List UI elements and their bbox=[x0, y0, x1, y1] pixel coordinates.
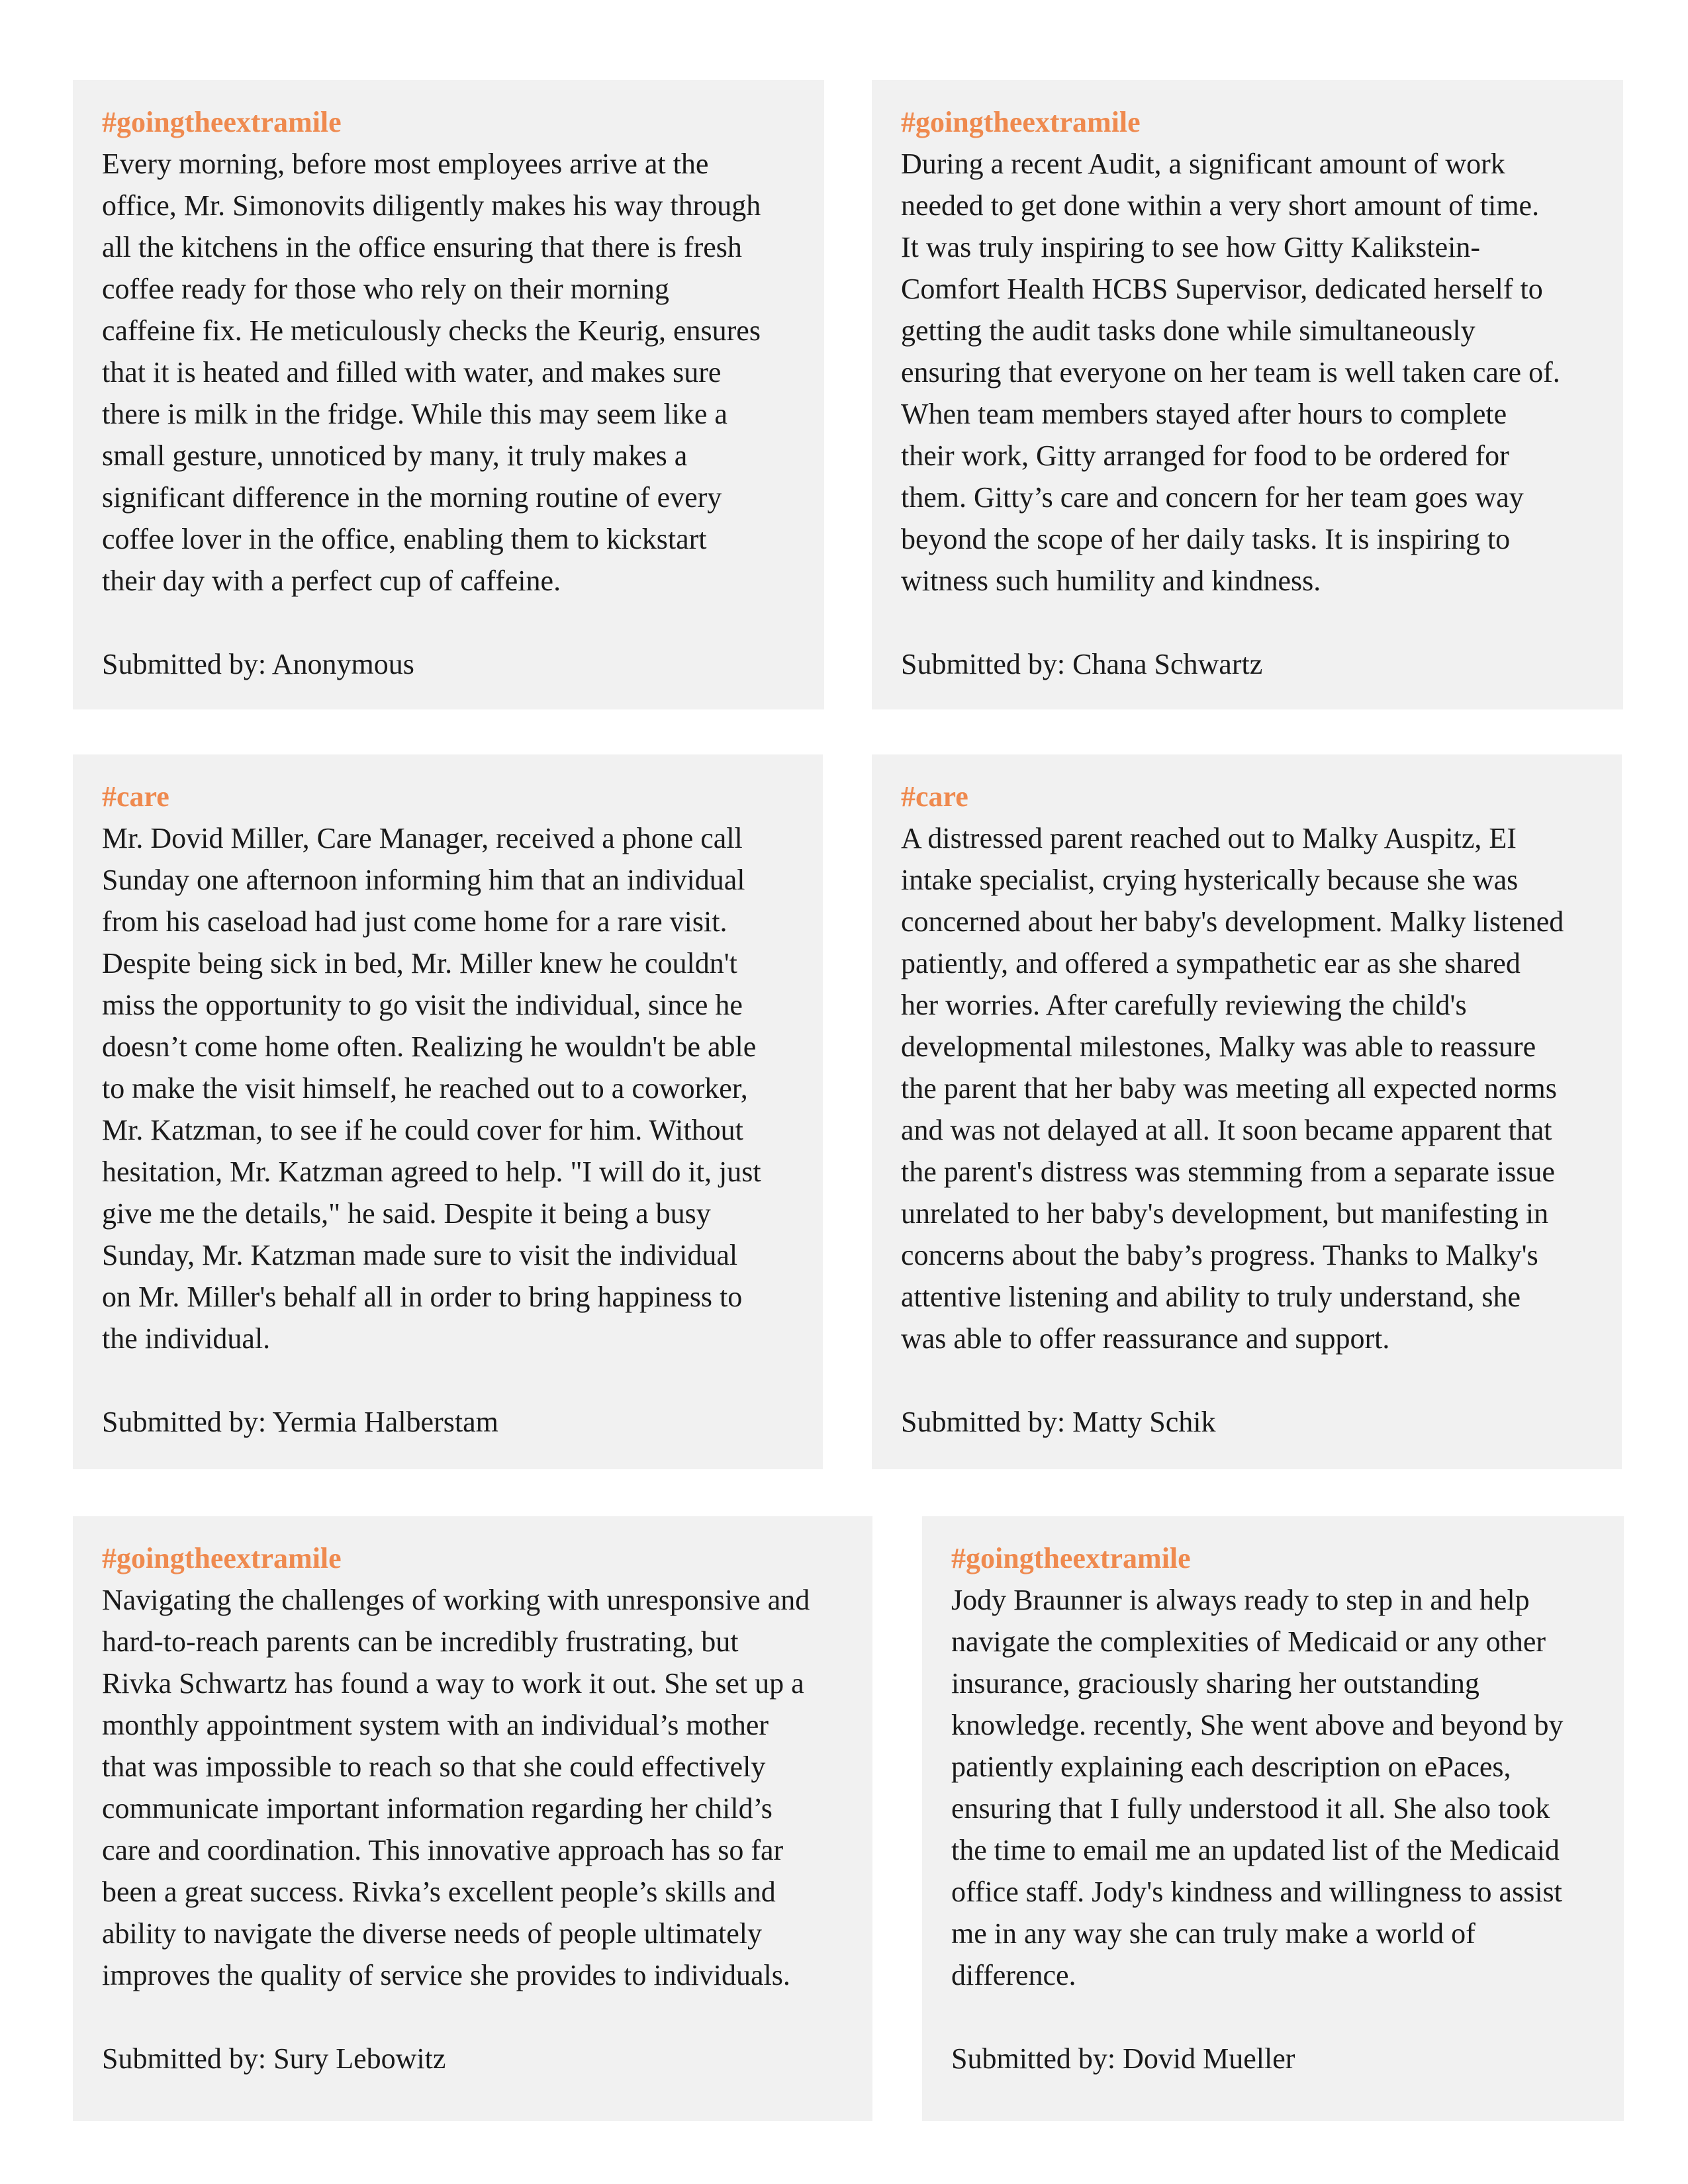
text-line: concerns about the baby’s progress. Thanks to Malky's bbox=[901, 1239, 1538, 1271]
text-line: patiently, and offered a sympathetic ear as she shared bbox=[901, 947, 1521, 979]
text-line: difference. bbox=[951, 1959, 1076, 1991]
hashtag: #goingtheextramile bbox=[901, 106, 1141, 138]
submitted-by: Submitted by: Anonymous bbox=[102, 648, 414, 680]
submitted-by: Submitted by: Matty Schik bbox=[901, 1406, 1216, 1438]
hashtag: #goingtheextramile bbox=[102, 106, 342, 138]
story-text bbox=[951, 1579, 1595, 1996]
text-line: there is milk in the fridge. While this may seem like a bbox=[102, 398, 727, 430]
text-line: Mr. Katzman, to see if he could cover for him. Without bbox=[102, 1114, 743, 1146]
text-line: concerned about her baby's development. Malky listened bbox=[901, 905, 1564, 938]
text-line: their work, Gitty arranged for food to be ordered for bbox=[901, 439, 1509, 472]
text-line: office, Mr. Simonovits diligently makes his way through bbox=[102, 189, 761, 222]
text-line: unrelated to her baby's development, but manifesting in bbox=[901, 1197, 1549, 1230]
text-line: Sunday, Mr. Katzman made sure to visit the individual bbox=[102, 1239, 738, 1271]
submitted-by: Submitted by: Chana Schwartz bbox=[901, 648, 1263, 680]
text-line: Every morning, before most employees arrive at the bbox=[102, 148, 709, 180]
text-line: hesitation, Mr. Katzman agreed to help. "I will do it, just bbox=[102, 1156, 761, 1188]
recognition-card bbox=[872, 80, 1623, 709]
text-line: ability to navigate the diverse needs of people ultimately bbox=[102, 1917, 763, 1950]
text-line: give me the details," he said. Despite it being a busy bbox=[102, 1197, 711, 1230]
hashtag: #care bbox=[102, 780, 169, 813]
text-line: coffee lover in the office, enabling them to kickstart bbox=[102, 523, 707, 555]
text-line: small gesture, unnoticed by many, it truly makes a bbox=[102, 439, 688, 472]
text-line: Comfort Health HCBS Supervisor, dedicated herself to bbox=[901, 273, 1543, 305]
text-line: was able to offer reassurance and support. bbox=[901, 1322, 1390, 1355]
text-line: coffee ready for those who rely on their morning bbox=[102, 273, 669, 305]
text-line: doesn’t come home often. Realizing he wouldn't be able bbox=[102, 1030, 757, 1063]
story-text bbox=[102, 143, 795, 602]
text-line: ensuring that I fully understood it all. She also took bbox=[951, 1792, 1550, 1825]
text-line: It was truly inspiring to see how Gitty Kalikstein- bbox=[901, 231, 1480, 263]
submitted-by: Submitted by: Yermia Halberstam bbox=[102, 1406, 498, 1438]
text-line: hard-to-reach parents can be incredibly frustrating, but bbox=[102, 1625, 739, 1658]
story-text bbox=[102, 1579, 843, 1996]
text-line: getting the audit tasks done while simultaneously bbox=[901, 314, 1476, 347]
text-line: patiently explaining each description on ePaces, bbox=[951, 1751, 1511, 1783]
text-line: Rivka Schwartz has found a way to work it out. She set up a bbox=[102, 1667, 804, 1700]
text-line: care and coordination. This innovative approach has so far bbox=[102, 1834, 784, 1866]
text-line: her worries. After carefully reviewing the child's bbox=[901, 989, 1467, 1021]
text-line: beyond the scope of her daily tasks. It is inspiring to bbox=[901, 523, 1511, 555]
text-line: attentive listening and ability to truly understand, she bbox=[901, 1281, 1521, 1313]
text-line: During a recent Audit, a significant amount of work bbox=[901, 148, 1505, 180]
text-line: Jody Braunner is always ready to step in and help bbox=[951, 1584, 1530, 1616]
text-line: them. Gitty’s care and concern for her team goes way bbox=[901, 481, 1524, 514]
text-line: knowledge. recently, She went above and beyond by bbox=[951, 1709, 1564, 1741]
story-text bbox=[901, 143, 1594, 602]
recognition-card bbox=[73, 80, 824, 709]
text-line: witness such humility and kindness. bbox=[901, 565, 1321, 597]
text-line: caffeine fix. He meticulously checks the Keurig, ensures bbox=[102, 314, 761, 347]
text-line: developmental milestones, Malky was able to reassure bbox=[901, 1030, 1536, 1063]
recognition-card bbox=[73, 1516, 872, 2121]
text-line: Mr. Dovid Miller, Care Manager, received a phone call bbox=[102, 822, 743, 854]
text-line: from his caseload had just come home for a rare visit. bbox=[102, 905, 727, 938]
hashtag: #goingtheextramile bbox=[102, 1542, 342, 1574]
text-line: A distressed parent reached out to Malky Auspitz, EI bbox=[901, 822, 1517, 854]
recognition-card bbox=[922, 1516, 1624, 2121]
text-line: office staff. Jody's kindness and willingness to assist bbox=[951, 1876, 1562, 1908]
text-line: all the kitchens in the office ensuring that there is fresh bbox=[102, 231, 742, 263]
text-line: the individual. bbox=[102, 1322, 271, 1355]
hashtag: #care bbox=[901, 780, 968, 813]
text-line: to make the visit himself, he reached out to a coworker, bbox=[102, 1072, 748, 1105]
submitted-by: Submitted by: Dovid Mueller bbox=[951, 2042, 1295, 2075]
text-line: the parent's distress was stemming from a separate issue bbox=[901, 1156, 1555, 1188]
text-line: When team members stayed after hours to complete bbox=[901, 398, 1507, 430]
submitted-by: Submitted by: Sury Lebowitz bbox=[102, 2042, 446, 2075]
text-line: significant difference in the morning routine of every bbox=[102, 481, 722, 514]
text-line: Navigating the challenges of working with unresponsive and bbox=[102, 1584, 810, 1616]
text-line: that was impossible to reach so that she could effectively bbox=[102, 1751, 766, 1783]
text-line: Despite being sick in bed, Mr. Miller knew he couldn't bbox=[102, 947, 737, 979]
text-line: needed to get done within a very short amount of time. bbox=[901, 189, 1540, 222]
text-line: the time to email me an updated list of the Medicaid bbox=[951, 1834, 1560, 1866]
text-line: improves the quality of service she provides to individuals. bbox=[102, 1959, 790, 1991]
story-text bbox=[901, 817, 1593, 1359]
text-line: Sunday one afternoon informing him that an individual bbox=[102, 864, 745, 896]
text-line: on Mr. Miller's behalf all in order to bring happiness to bbox=[102, 1281, 743, 1313]
hashtag: #goingtheextramile bbox=[951, 1542, 1191, 1574]
text-line: been a great success. Rivka’s excellent people’s skills and bbox=[102, 1876, 776, 1908]
text-line: their day with a perfect cup of caffeine. bbox=[102, 565, 561, 597]
recognition-card bbox=[73, 754, 823, 1469]
text-line: the parent that her baby was meeting all expected norms bbox=[901, 1072, 1557, 1105]
text-line: and was not delayed at all. It soon became apparent that bbox=[901, 1114, 1552, 1146]
text-line: navigate the complexities of Medicaid or any other bbox=[951, 1625, 1546, 1658]
text-line: me in any way she can truly make a world of bbox=[951, 1917, 1476, 1950]
text-line: that it is heated and filled with water, and makes sure bbox=[102, 356, 722, 388]
text-line: intake specialist, crying hysterically because she was bbox=[901, 864, 1519, 896]
recognition-card bbox=[872, 754, 1622, 1469]
text-line: ensuring that everyone on her team is well taken care of. bbox=[901, 356, 1560, 388]
text-line: communicate important information regarding her child’s bbox=[102, 1792, 773, 1825]
text-line: miss the opportunity to go visit the individual, since he bbox=[102, 989, 743, 1021]
text-line: monthly appointment system with an individual’s mother bbox=[102, 1709, 769, 1741]
story-text bbox=[102, 817, 794, 1359]
text-line: insurance, graciously sharing her outstanding bbox=[951, 1667, 1479, 1700]
